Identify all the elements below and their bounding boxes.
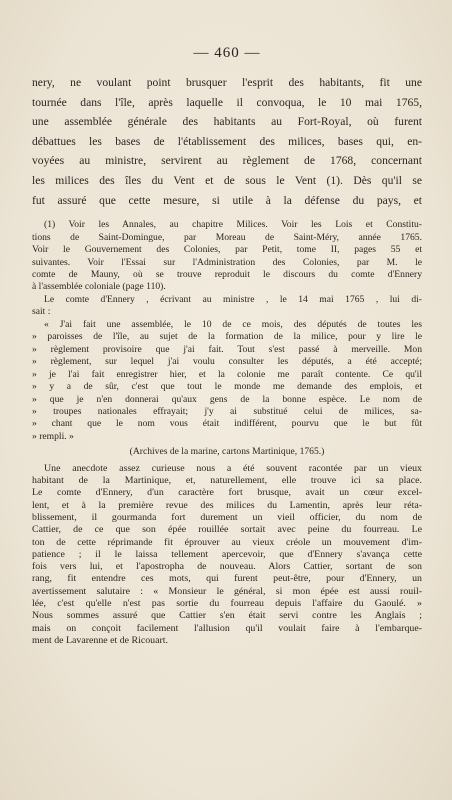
quote-line: » troupes nationales effrayait; j'y ai substitué celui de milices, sa- bbox=[32, 405, 422, 417]
main-line: tournée dans l'île, après laquelle il convoqua, le 10 mai 1765, bbox=[32, 95, 422, 109]
main-line: voyées au ministre, servirent au règlement de 1768, concernant bbox=[32, 154, 422, 168]
quote-line: » je l'ai fait enregistrer hier, et la colonie me paraît contente. Ce qu'il bbox=[32, 368, 422, 380]
main-line: les milices des îles du Vent et de sous le Vent (1). Dès qu'il se bbox=[32, 173, 422, 187]
quote-line: » y a de sûr, c'est que tout le monde me demande des emplois, et bbox=[32, 381, 422, 393]
main-line: débattues les bases de l'établissement des milices, bases qui, en- bbox=[32, 134, 422, 148]
quote-line: » que je n'en donnerai qu'aux gens de la bonne espèce. Le nom de bbox=[32, 393, 422, 405]
main-text bbox=[32, 73, 422, 210]
anecdote-line: mais on conçoit facilement l'allusion qu'il voulait faire à l'embarque- bbox=[32, 622, 422, 634]
quote-line: » rempli. » bbox=[32, 430, 74, 442]
anecdote-line: avertissement salutaire : « Monsieur le général, si mon épée est aussi rouil- bbox=[32, 585, 422, 597]
anecdote-paragraph bbox=[32, 463, 422, 647]
anecdote-line: Le comte d'Ennery, d'un caractère fort brusque, avait un cœur excel- bbox=[32, 487, 422, 499]
anecdote-line: fois vers lui, et l'apostropha de nouveau. Alors Cattier, sortant de son bbox=[32, 561, 422, 573]
anecdote-line: Nous sommes assuré que Cattier s'en était servi contre les Anglais ; bbox=[32, 610, 422, 622]
quote-line: » chant que le nom vous était indifférent, pourvu que le but fût bbox=[32, 418, 422, 430]
anecdote-line: ment de Lavarenne et de Ricouart. bbox=[32, 634, 168, 646]
footnote-line: (1) Voir les Annales, au chapitre Milices. Voir les Lois et Constitu- bbox=[44, 219, 422, 231]
footnote-line: à l'assemblée coloniale (page 110). bbox=[32, 281, 166, 293]
footnote-line: tions de Saint-Domingue, par Moreau de Saint-Méry, année 1765. bbox=[32, 231, 422, 243]
quote-line: » règlement provisoire que j'ai fait. Tout s'est passé à merveille. Mon bbox=[32, 343, 422, 355]
anecdote-line: lée, c'est qu'elle n'est pas sortie du fourreau depuis l'affaire du Gaoulé. » bbox=[32, 598, 422, 610]
anecdote-line: ton de cette réprimande fit éprouver au vieux créole un mouvement d'im- bbox=[32, 536, 422, 548]
main-line: nery, ne voulant point brusquer l'esprit des habitants, fit une bbox=[32, 76, 422, 89]
footnote-source: (Archives de la marine, cartons Martinique, 1765.) bbox=[129, 446, 325, 458]
main-line: fut assuré que cette mesure, si utile à la défense du pays, et bbox=[32, 193, 422, 207]
footnote-line: suivantes. Voir l'Essai sur l'Administration des Colonies, par M. le bbox=[32, 256, 422, 268]
footnote bbox=[32, 219, 422, 459]
footnote-line: sait : bbox=[32, 306, 51, 318]
page-number: — 460 — bbox=[193, 45, 261, 61]
footnote-line: comte de Mauny, où se trouve reproduit le discours du comte d'Ennery bbox=[32, 268, 422, 280]
anecdote-line: rang, fit entendre ces mots, qui furent peut-être, pour d'Ennery, un bbox=[32, 573, 422, 585]
quote-line: » règlement, sur lequel j'ai voulu consulter les députés, a été accepté; bbox=[32, 356, 422, 368]
anecdote-line: Cattier, de ce que son épée rouillée sortait avec peine du fourreau. Le bbox=[32, 524, 422, 536]
quote-line: « J'ai fait une assemblée, le 10 de ce mois, des députés de toutes les bbox=[44, 318, 422, 330]
anecdote-line: Une anecdote assez curieuse nous a été souvent racontée par un vieux bbox=[44, 462, 422, 474]
anecdote-line: habitant de la Martinique, et, naturellement, elle trouve ici sa place. bbox=[32, 475, 422, 487]
main-line: une assemblée générale des habitants au Fort-Royal, où furent bbox=[32, 115, 422, 129]
anecdote-line: blissement, il gourmanda fort durement un vieil officier, du nom de bbox=[32, 511, 422, 523]
footnote-line: Voir le Gouvernement des Colonies, par Petit, tome II, pages 55 et bbox=[32, 244, 422, 256]
anecdote-line: lent, et à la première revue des milices du Lamentin, après leur réta- bbox=[32, 499, 422, 511]
anecdote-line: patience ; il le laissa tellement apercevoir, que d'Ennery s'avança cette bbox=[32, 548, 422, 560]
footnote-line: Le comte d'Ennery , écrivant au ministre , le 14 mai 1765 , lui di- bbox=[44, 293, 422, 305]
quote-line: » paroisses de l'île, au sujet de la formation de la milice, pour y lire le bbox=[32, 331, 422, 343]
